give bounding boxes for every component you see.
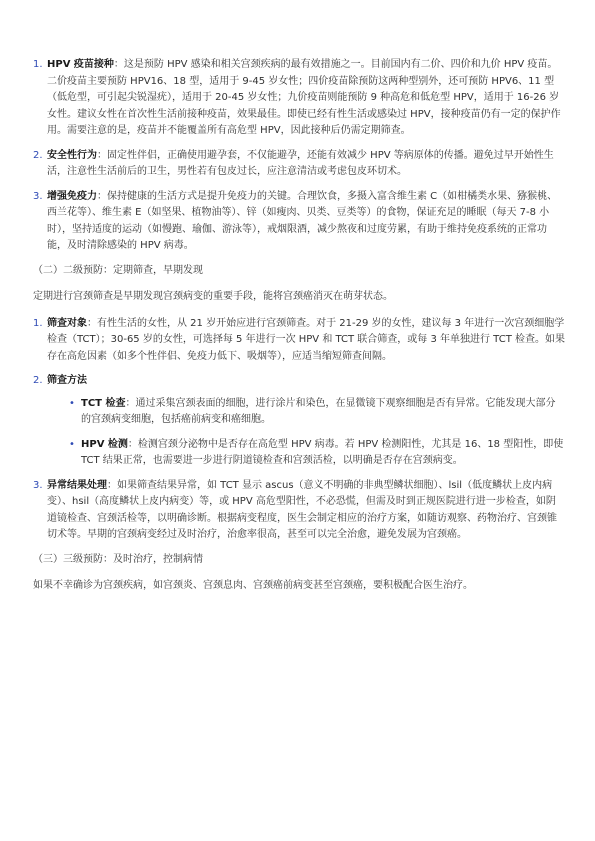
item-title: 异常结果处理 [47,479,107,491]
sub-item-text: ：检测宫颈分泌物中是否存在高危型 HPV 病毒。若 HPV 检测阳性，尤其是 16、18 型阳性，即使 TCT 结果正常，也需要进一步进行阴道镜检查和宫颈活检，以明确是否存在宫颈病变。 [81,438,564,466]
sublist-item-hpv-test [47,437,565,470]
list-item-screening-method [33,373,565,470]
sub-item-title: TCT 检查 [81,397,126,409]
section-heading-secondary: （二）二级预防：定期筛查，早期发现 [33,264,203,276]
list-number: 1. [33,317,43,329]
screening-method-sublist [47,396,565,470]
list-item-abnormal-result [33,478,565,544]
item-title: 筛查对象 [47,317,87,329]
list-number: 2. [33,149,43,161]
list-item-safe-sex [33,148,565,181]
item-text: ：有性生活的女性，从 21 岁开始应进行宫颈筛查。对于 21-29 岁的女性，建议每 3 年进行一次宫颈细胞学检查（TCT）；30-65 岁的女性，可选择每 5 年进行一次 HPV 和 TCT 联合筛查，或每 3 年单独进行 TCT 检查。如果存在高危因素（如多个性伴侣、免疫力低下、吸烟等），应适当缩短筛查间隔。 [47,317,565,362]
section-heading-tertiary: （三）三级预防：及时治疗，控制病情 [33,553,203,565]
item-text: ：固定性伴侣，正确使用避孕套，不仅能避孕，还能有效减少 HPV 等病原体的传播。避免过早开始性生活，注意性生活前后的卫生，男性若有包皮过长，应注意清洁或考虑包皮环切术。 [47,149,554,177]
list-item-immunity [33,189,565,255]
sub-item-text: ：通过采集宫颈表面的细胞，进行涂片和染色，在显微镜下观察细胞是否有异常。它能发现大部分的宫颈病变细胞，包括癌前病变和癌细胞。 [81,397,556,425]
bullet-icon: • [69,438,75,450]
item-title: 筛查方法 [47,375,87,386]
sublist-item-tct [47,396,565,429]
list-number: 2. [33,375,43,386]
sub-item-title: HPV 检测 [81,438,128,450]
item-title: 增强免疫力 [47,190,97,202]
list-number: 1. [33,59,43,70]
item-text: ：如果筛查结果异常，如 TCT 显示 ascus（意义不明确的非典型鳞状细胞）、lsil（低度鳞状上皮内病变）、hsil（高度鳞状上皮内病变）等，或 HPV 高危型阳性，不必恐慌，但需及时到正规医院进行进一步检查，如阴道镜检查、宫颈活检等，以明确诊断。根据病变程度，医生会制定相应的治疗方案，如随访观察、药物治疗、宫颈锥切术等。早期的宫颈病变经过及时治疗，治愈率很高，甚至可以完全治愈，避免发展为宫颈癌。 [47,479,557,540]
list-item-hpv-vaccine [33,57,565,140]
list-number: 3. [33,190,43,202]
list-number: 3. [33,479,43,491]
item-title: 安全性行为 [47,149,97,161]
section-intro-secondary: 定期进行宫颈筛查是早期发现宫颈病变的重要手段，能将宫颈癌消灭在萌芽状态。 [33,291,393,302]
primary-prevention-list [33,57,565,255]
section-text-tertiary: 如果不幸确诊为宫颈疾病，如宫颈炎、宫颈息肉、宫颈癌前病变甚至宫颈癌，要积极配合医生治疗。 [33,580,473,591]
document-page [33,57,565,605]
bullet-icon: • [69,397,75,409]
item-text: ：这是预防 HPV 感染和相关宫颈疾病的最有效措施之一。目前国内有二价、四价和九价 HPV 疫苗。二价疫苗主要预防 HPV16、18 型，适用于 9-45 岁女性；四价疫苗除预防这两种型别外，还可预防 HPV6、11 型（低危型，可引起尖锐湿疣），适用于 20-45 岁女性；九价疫苗则能预防 9 种高危和低危型 HPV，适用于 16-26 岁女性。建议女性在首次性生活前接种疫苗，效果最佳。即使已经有性生活或感染过 HPV，接种疫苗仍有一定的保护作用。需要注意的是，疫苗并不能覆盖所有高危型 HPV，因此接种后仍需定期筛查。 [47,59,561,136]
item-title: HPV 疫苗接种 [47,59,114,70]
item-text: ：保持健康的生活方式是提升免疫力的关键。合理饮食，多摄入富含维生素 C（如柑橘类水果、猕猴桃、西兰花等）、维生素 E（如坚果、植物油等）、锌（如瘦肉、贝类、豆类等）的食物，保证充足的睡眠（每天 7-8 小时），坚持适度的运动（如慢跑、瑜伽、游泳等），戒烟限酒，减少熬夜和过度劳累，有助于维持免疫系统的正常功能，及时清除感染的 HPV 病毒。 [47,190,558,251]
secondary-prevention-list [33,316,565,544]
list-item-screening-target [33,316,565,366]
